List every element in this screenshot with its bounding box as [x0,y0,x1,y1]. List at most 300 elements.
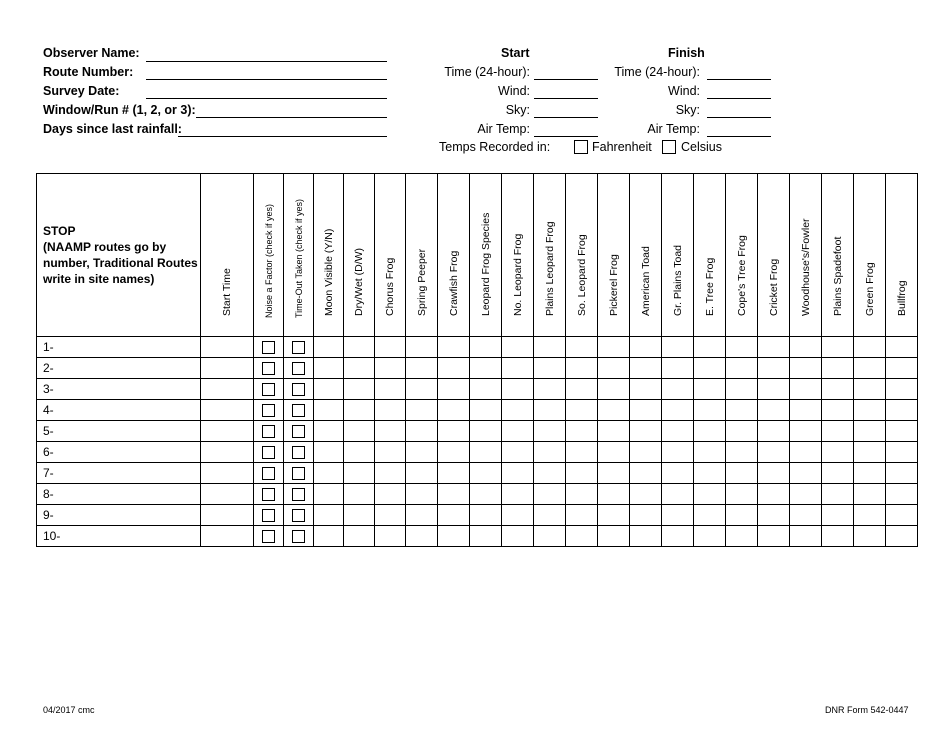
data-cell[interactable] [790,505,822,526]
data-cell[interactable] [534,358,566,379]
data-cell[interactable] [630,484,662,505]
data-cell[interactable] [790,337,822,358]
noise-factor-checkbox[interactable] [262,362,275,375]
data-cell[interactable] [598,400,630,421]
data-cell[interactable] [344,463,375,484]
stop-header-line: write in site names) [43,272,155,286]
column-header-label: Pickerel Frog [607,254,620,316]
column-header-label: Plains Leopard Frog [543,221,556,316]
data-cell[interactable] [854,358,886,379]
time-out-checkbox[interactable] [292,446,305,459]
data-cell[interactable] [630,526,662,547]
time-out-checkbox[interactable] [292,383,305,396]
start-wind-field[interactable] [534,98,598,99]
data-cell[interactable] [534,505,566,526]
time-out-cell [284,463,314,484]
column-header [726,174,758,337]
start-wind-label: Wind: [498,84,530,98]
data-cell[interactable] [726,463,758,484]
data-cell[interactable] [201,463,254,484]
data-cell[interactable] [630,463,662,484]
route-number-field[interactable] [146,79,387,80]
data-cell[interactable] [406,358,438,379]
data-cell[interactable] [201,358,254,379]
data-cell[interactable] [822,358,854,379]
noise-factor-checkbox[interactable] [262,530,275,543]
data-cell[interactable] [662,358,694,379]
time-out-cell [284,505,314,526]
data-cell[interactable] [854,337,886,358]
route-number-label: Route Number: [43,65,134,79]
data-cell[interactable] [502,442,534,463]
noise-factor-cell [254,484,284,505]
data-cell[interactable] [470,484,502,505]
column-header-label: Plains Spadefoot [831,236,844,316]
column-header [344,174,375,337]
data-cell[interactable] [566,400,598,421]
data-cell[interactable] [790,463,822,484]
data-cell[interactable] [854,400,886,421]
data-cell[interactable] [375,421,406,442]
noise-factor-checkbox[interactable] [262,488,275,501]
data-cell[interactable] [344,505,375,526]
start-airtemp-label: Air Temp: [477,122,530,136]
data-cell[interactable] [438,400,470,421]
data-cell[interactable] [438,442,470,463]
noise-factor-cell [254,421,284,442]
data-cell[interactable] [201,337,254,358]
data-cell[interactable] [344,484,375,505]
data-cell[interactable] [314,358,344,379]
column-header [534,174,566,337]
data-cell[interactable] [566,379,598,400]
stop-header-line: number, Traditional Routes [43,256,198,270]
stop-cell: 6- [37,442,201,463]
data-cell[interactable] [598,337,630,358]
data-cell[interactable] [406,421,438,442]
data-cell[interactable] [406,484,438,505]
data-cell[interactable] [854,379,886,400]
data-cell[interactable] [758,526,790,547]
table-row [37,400,918,421]
data-cell[interactable] [566,526,598,547]
time-out-cell [284,442,314,463]
data-cell[interactable] [534,463,566,484]
table-header-row [37,174,918,337]
data-cell[interactable] [790,400,822,421]
column-header-label: Dry/Wet (D/W) [353,247,365,316]
noise-factor-checkbox[interactable] [262,467,275,480]
data-cell[interactable] [502,484,534,505]
start-sky-field[interactable] [534,117,598,118]
celsius-checkbox[interactable] [662,140,676,154]
data-cell[interactable] [822,421,854,442]
data-cell[interactable] [822,379,854,400]
window-run-field[interactable] [196,117,387,118]
data-cell[interactable] [598,505,630,526]
finish-sky-field[interactable] [707,117,771,118]
time-out-cell [284,400,314,421]
time-out-checkbox[interactable] [292,467,305,480]
column-header [758,174,790,337]
noise-factor-checkbox[interactable] [262,341,275,354]
data-cell[interactable] [534,442,566,463]
observer-name-field[interactable] [146,61,387,62]
noise-factor-cell [254,505,284,526]
column-header-label: No. Leopard Frog [511,233,524,316]
noise-factor-checkbox[interactable] [262,509,275,522]
noise-factor-checkbox[interactable] [262,383,275,396]
data-cell[interactable] [662,421,694,442]
data-cell[interactable] [886,505,918,526]
data-cell[interactable] [201,484,254,505]
data-cell[interactable] [566,421,598,442]
column-header-label: Cope's Tree Frog [735,235,748,316]
data-cell[interactable] [662,379,694,400]
data-cell[interactable] [375,526,406,547]
stop-header-line: STOP [43,224,76,238]
stop-cell: 9- [37,505,201,526]
data-cell[interactable] [502,379,534,400]
data-cell[interactable] [201,421,254,442]
data-cell[interactable] [758,484,790,505]
data-cell[interactable] [534,484,566,505]
column-header [438,174,470,337]
column-header-label: Moon Visible (Y/N) [322,228,335,316]
data-cell[interactable] [344,526,375,547]
data-cell[interactable] [758,337,790,358]
column-header-label: Gr. Plains Toad [671,244,684,316]
data-cell[interactable] [201,526,254,547]
data-cell[interactable] [726,505,758,526]
data-cell[interactable] [822,442,854,463]
days-since-rain-label: Days since last rainfall: [43,122,182,136]
data-cell[interactable] [375,358,406,379]
data-cell[interactable] [314,400,344,421]
data-cell[interactable] [886,442,918,463]
data-cell[interactable] [502,358,534,379]
data-cell[interactable] [406,442,438,463]
noise-factor-checkbox[interactable] [262,425,275,438]
data-cell[interactable] [314,421,344,442]
data-cell[interactable] [406,337,438,358]
data-cell[interactable] [726,526,758,547]
data-cell[interactable] [314,379,344,400]
data-cell[interactable] [406,400,438,421]
column-header [566,174,598,337]
data-cell[interactable] [662,526,694,547]
data-cell[interactable] [438,505,470,526]
start-time-field[interactable] [534,79,598,80]
data-cell[interactable] [726,442,758,463]
data-cell[interactable] [344,400,375,421]
data-cell[interactable] [790,484,822,505]
stop-cell: 7- [37,463,201,484]
column-header [375,174,406,337]
data-cell[interactable] [662,505,694,526]
days-since-rain-field[interactable] [178,136,387,137]
time-out-cell [284,526,314,547]
data-cell[interactable] [375,463,406,484]
data-cell[interactable] [201,379,254,400]
data-cell[interactable] [314,505,344,526]
column-header-label: Leopard Frog Species [479,212,492,316]
data-cell[interactable] [534,337,566,358]
start-sky-label: Sky: [505,103,530,117]
data-cell[interactable] [470,379,502,400]
time-out-checkbox[interactable] [292,362,305,375]
data-cell[interactable] [566,463,598,484]
stop-header [37,174,201,337]
column-header [314,174,344,337]
data-cell[interactable] [854,421,886,442]
data-cell[interactable] [630,505,662,526]
column-header-label: So. Leopard Frog [575,234,588,316]
finish-time-field[interactable] [707,79,771,80]
data-cell[interactable] [854,484,886,505]
data-cell[interactable] [630,358,662,379]
data-cell[interactable] [790,442,822,463]
noise-factor-checkbox[interactable] [262,446,275,459]
data-cell[interactable] [886,484,918,505]
data-cell[interactable] [470,400,502,421]
data-cell[interactable] [630,400,662,421]
stop-cell: 10- [37,526,201,547]
data-cell[interactable] [598,484,630,505]
noise-factor-checkbox[interactable] [262,404,275,417]
stop-cell: 3- [37,379,201,400]
data-cell[interactable] [694,400,726,421]
table-row [37,463,918,484]
data-cell[interactable] [470,463,502,484]
data-cell[interactable] [344,421,375,442]
data-cell[interactable] [694,526,726,547]
data-cell[interactable] [470,337,502,358]
observer-name-label: Observer Name: [43,46,140,60]
data-cell[interactable] [375,379,406,400]
survey-date-label: Survey Date: [43,84,120,98]
finish-wind-field[interactable] [707,98,771,99]
data-cell[interactable] [790,379,822,400]
data-cell[interactable] [502,337,534,358]
column-header [598,174,630,337]
time-out-checkbox[interactable] [292,341,305,354]
data-cell[interactable] [534,400,566,421]
data-cell[interactable] [375,400,406,421]
data-cell[interactable] [534,526,566,547]
table-row [37,379,918,400]
data-cell[interactable] [438,421,470,442]
data-cell[interactable] [201,505,254,526]
data-cell[interactable] [886,337,918,358]
data-cell[interactable] [438,484,470,505]
data-cell[interactable] [694,442,726,463]
data-cell[interactable] [201,400,254,421]
column-header [790,174,822,337]
data-cell[interactable] [726,421,758,442]
data-cell[interactable] [662,484,694,505]
data-cell[interactable] [598,463,630,484]
data-cell[interactable] [758,463,790,484]
data-cell[interactable] [344,379,375,400]
column-header-label: Green Frog [863,262,876,316]
column-header-label: Time-Out Taken (check if yes) [293,198,304,318]
data-cell[interactable] [375,484,406,505]
finish-airtemp-field[interactable] [707,136,771,137]
data-cell[interactable] [438,526,470,547]
data-cell[interactable] [758,442,790,463]
data-cell[interactable] [314,463,344,484]
data-cell[interactable] [470,442,502,463]
data-cell[interactable] [502,505,534,526]
data-cell[interactable] [694,505,726,526]
data-cell[interactable] [758,505,790,526]
data-cell[interactable] [790,358,822,379]
stop-cell: 1- [37,337,201,358]
data-cell[interactable] [822,337,854,358]
data-cell[interactable] [406,526,438,547]
time-out-cell [284,337,314,358]
data-cell[interactable] [598,358,630,379]
data-cell[interactable] [438,379,470,400]
data-cell[interactable] [314,484,344,505]
data-cell[interactable] [314,337,344,358]
data-cell[interactable] [566,505,598,526]
data-cell[interactable] [790,421,822,442]
data-cell[interactable] [502,400,534,421]
data-cell[interactable] [598,379,630,400]
data-cell[interactable] [822,484,854,505]
data-cell[interactable] [566,337,598,358]
data-cell[interactable] [630,337,662,358]
data-cell[interactable] [438,337,470,358]
data-cell[interactable] [375,442,406,463]
data-cell[interactable] [314,442,344,463]
data-cell[interactable] [854,463,886,484]
noise-factor-cell [254,526,284,547]
data-cell[interactable] [314,526,344,547]
data-cell[interactable] [375,505,406,526]
start-airtemp-field[interactable] [534,136,598,137]
data-cell[interactable] [790,526,822,547]
data-cell[interactable] [822,400,854,421]
data-cell[interactable] [694,421,726,442]
data-cell[interactable] [854,442,886,463]
data-cell[interactable] [344,442,375,463]
data-cell[interactable] [406,379,438,400]
data-cell[interactable] [598,442,630,463]
table-row [37,421,918,442]
data-cell[interactable] [598,526,630,547]
data-cell[interactable] [598,421,630,442]
data-cell[interactable] [438,358,470,379]
time-out-checkbox[interactable] [292,425,305,438]
data-cell[interactable] [726,484,758,505]
data-cell[interactable] [534,421,566,442]
data-cell[interactable] [470,358,502,379]
data-cell[interactable] [534,379,566,400]
data-cell[interactable] [630,379,662,400]
data-cell[interactable] [758,421,790,442]
data-cell[interactable] [694,379,726,400]
noise-factor-cell [254,358,284,379]
data-cell[interactable] [201,442,254,463]
data-cell[interactable] [344,358,375,379]
data-cell[interactable] [470,421,502,442]
data-cell[interactable] [502,463,534,484]
data-cell[interactable] [502,526,534,547]
data-cell[interactable] [758,379,790,400]
data-cell[interactable] [566,484,598,505]
time-out-checkbox[interactable] [292,488,305,501]
time-out-cell [284,379,314,400]
time-out-checkbox[interactable] [292,509,305,522]
data-cell[interactable] [726,400,758,421]
data-cell[interactable] [502,421,534,442]
data-cell[interactable] [406,463,438,484]
data-cell[interactable] [344,337,375,358]
data-cell[interactable] [758,358,790,379]
data-cell[interactable] [822,526,854,547]
data-cell[interactable] [630,421,662,442]
data-cell[interactable] [886,526,918,547]
data-cell[interactable] [822,463,854,484]
data-cell[interactable] [406,505,438,526]
data-cell[interactable] [886,463,918,484]
stop-cell: 5- [37,421,201,442]
data-cell[interactable] [758,400,790,421]
data-cell[interactable] [470,505,502,526]
data-cell[interactable] [438,463,470,484]
column-header [822,174,854,337]
data-cell[interactable] [726,379,758,400]
fahrenheit-checkbox[interactable] [574,140,588,154]
data-cell[interactable] [630,442,662,463]
data-cell[interactable] [854,505,886,526]
time-out-checkbox[interactable] [292,530,305,543]
table-row [37,442,918,463]
data-cell[interactable] [662,337,694,358]
data-cell[interactable] [566,442,598,463]
finish-time-label: Time (24-hour): [614,65,700,79]
table-row [37,337,918,358]
survey-date-field[interactable] [146,98,387,99]
data-cell[interactable] [662,400,694,421]
data-cell[interactable] [726,337,758,358]
data-cell[interactable] [886,400,918,421]
data-cell[interactable] [694,484,726,505]
noise-factor-cell [254,337,284,358]
column-header-label: Chorus Frog [384,257,396,316]
column-header [201,174,254,337]
data-cell[interactable] [854,526,886,547]
data-cell[interactable] [662,442,694,463]
data-cell[interactable] [694,463,726,484]
data-cell[interactable] [822,505,854,526]
data-cell[interactable] [566,358,598,379]
data-cell[interactable] [726,358,758,379]
data-cell[interactable] [694,337,726,358]
data-cell[interactable] [375,337,406,358]
data-cell[interactable] [886,421,918,442]
data-cell[interactable] [886,379,918,400]
data-cell[interactable] [886,358,918,379]
data-cell[interactable] [470,526,502,547]
column-header-label: Spring Peeper [415,248,428,316]
time-out-checkbox[interactable] [292,404,305,417]
data-cell[interactable] [662,463,694,484]
data-cell[interactable] [694,358,726,379]
